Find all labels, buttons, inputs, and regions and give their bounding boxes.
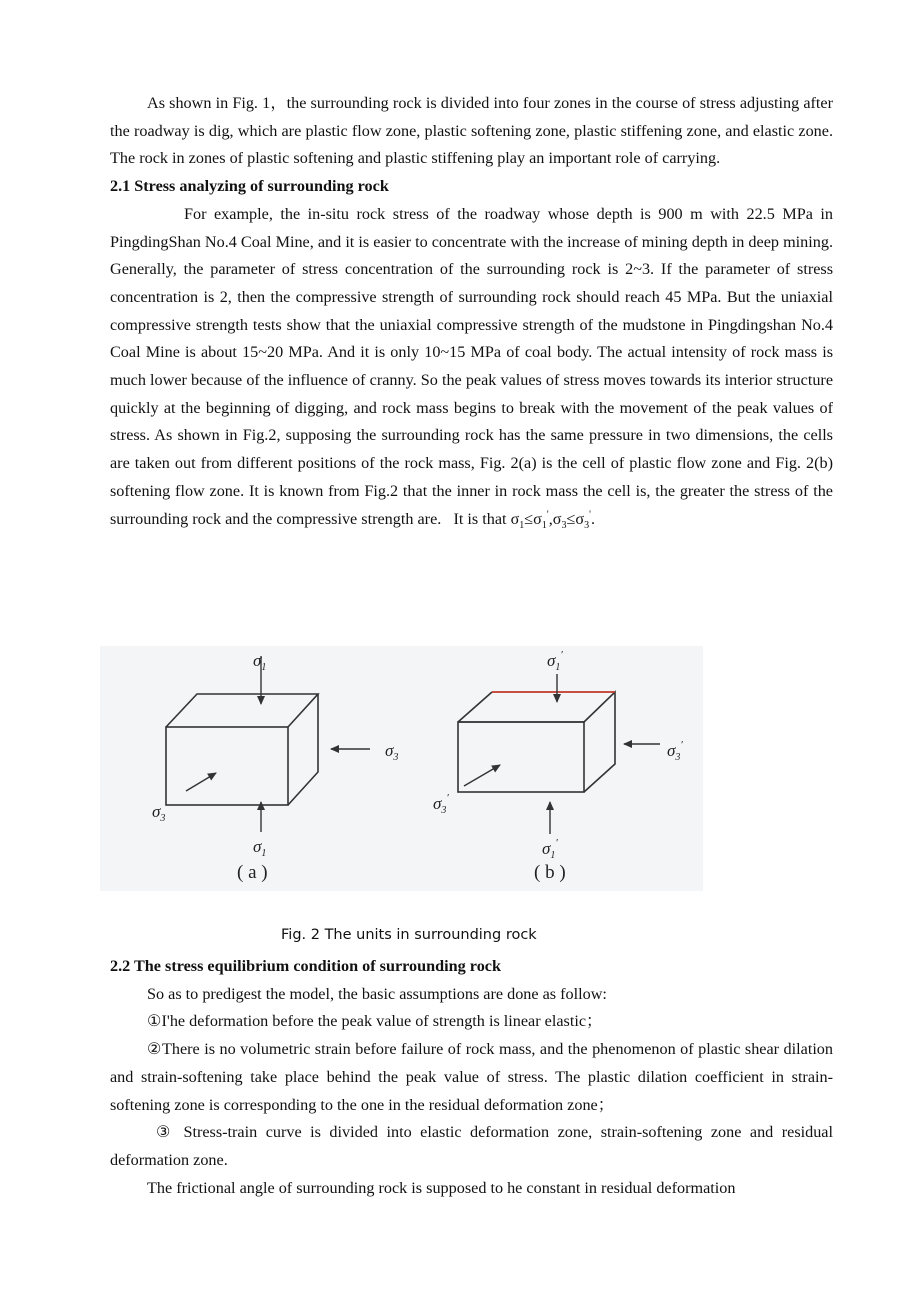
cube-a-left-arrow bbox=[186, 773, 216, 791]
assumption-item-1: ①I'he deformation before the peak value of strength is linear elastic； bbox=[147, 1012, 603, 1031]
subfigure-a-caption: ( a ) bbox=[237, 862, 268, 883]
cube-a-top-face bbox=[166, 694, 318, 727]
inequality-prefix: It is that bbox=[453, 509, 511, 528]
figure-2-caption: Fig. 2 The units in surrounding rock bbox=[281, 927, 537, 943]
label-a-sigma1-top: $\sigma_1$ bbox=[253, 651, 267, 673]
cube-a bbox=[166, 694, 318, 805]
paragraph-assumptions-intro: So as to predigest the model, the basic assumptions are done as follow: bbox=[147, 984, 607, 1003]
label-b-sigma1-bottom: $\sigma_1'$ bbox=[542, 837, 558, 861]
text-block-bottom bbox=[110, 953, 833, 1202]
figure-2-stress-cells bbox=[100, 646, 703, 891]
paragraph-stress-analysis bbox=[110, 201, 833, 533]
cube-b-top-left-edge bbox=[458, 692, 492, 722]
label-a-sigma3-right: $\sigma_3$ bbox=[385, 741, 399, 763]
inequality-expression: $\sigma_1\le\sigma_1',\sigma_3\le\sigma_3'$. bbox=[510, 509, 595, 531]
label-b-sigma1-top: $\sigma_1'$ bbox=[547, 649, 563, 673]
section-heading-2-2: 2.2 The stress equilibrium condition of surrounding rock bbox=[110, 957, 501, 975]
cube-b-front-face bbox=[458, 722, 584, 792]
assumption-item-2: ②There is no volumetric strain before failure of rock mass, and the phenomenon of plastic shear dilation and strain-softening take place behind the peak value of stress. The plastic dilation coefficient in strain-softening zone is corresponding to the one in the residual deformation zone； bbox=[110, 1040, 833, 1114]
label-b-sigma3-left: $\sigma_3'$ bbox=[433, 792, 449, 816]
cube-a-front-face bbox=[166, 727, 288, 805]
text-block-top bbox=[110, 90, 833, 533]
paragraph-intro: As shown in Fig. 1，the surrounding rock is divided into four zones in the course of stress adjusting after the roadway is dig, which are plastic flow zone, plastic softening zone, plastic stiffening zone, and elastic zone. The rock in zones of plastic softening and plastic stiffening play an important role of carrying. bbox=[110, 94, 833, 168]
cube-b-left-arrow bbox=[464, 765, 500, 786]
label-a-sigma3-left: $\sigma_3$ bbox=[152, 802, 166, 824]
paragraph-stress-analysis-body: For example, the in-situ rock stress of the roadway whose depth is 900 m with 22.5 MPa in PingdingShan No.4 Coal Mine, and it is easier to concentrate with the increase of mining depth in deep mining. Generally, the parameter of stress concentration of the surrounding rock is 2~3. If the parameter of stress concentration is 2, then the compressive strength of surrounding rock should reach 45 MPa. But the uniaxial compressive strength tests show that the uniaxial compressive strength of the mudstone in Pingdingshan No.4 Coal Mine is about 15~20 MPa. And it is only 10~15 MPa of coal body. The actual intensity of rock mass is much lower because of the influence of cranny. So the peak values of stress moves towards its interior structure quickly at the beginning of digging, and rock mass begins to break with the movement of the peak values of stress. As shown in Fig.2, supposing the surrounding rock has the same pressure in two dimensions, the cells are taken out from different positions of the rock mass, Fig. 2(a) is the cell of plastic flow zone and Fig. 2(b) softening flow zone. It is known from Fig.2 that the inner in rock mass the cell is, the greater the stress of the surrounding rock and the compressive strength are. bbox=[110, 204, 833, 528]
cube-b bbox=[458, 692, 615, 792]
paragraph-frictional-angle: The frictional angle of surrounding rock is supposed to he constant in residual deformation bbox=[147, 1178, 736, 1197]
section-heading-2-1: 2.1 Stress analyzing of surrounding rock bbox=[110, 177, 389, 196]
cube-b-side-face bbox=[584, 692, 615, 792]
figure-2-svg bbox=[100, 646, 703, 891]
subfigure-b-caption: ( b ) bbox=[534, 862, 566, 883]
assumption-item-3: ③ Stress-train curve is divided into elastic deformation zone, strain-softening zone and residual deformation zone. bbox=[110, 1123, 833, 1169]
label-b-sigma3-right: $\sigma_3'$ bbox=[667, 739, 683, 763]
label-a-sigma1-bottom: $\sigma_1$ bbox=[253, 837, 267, 859]
